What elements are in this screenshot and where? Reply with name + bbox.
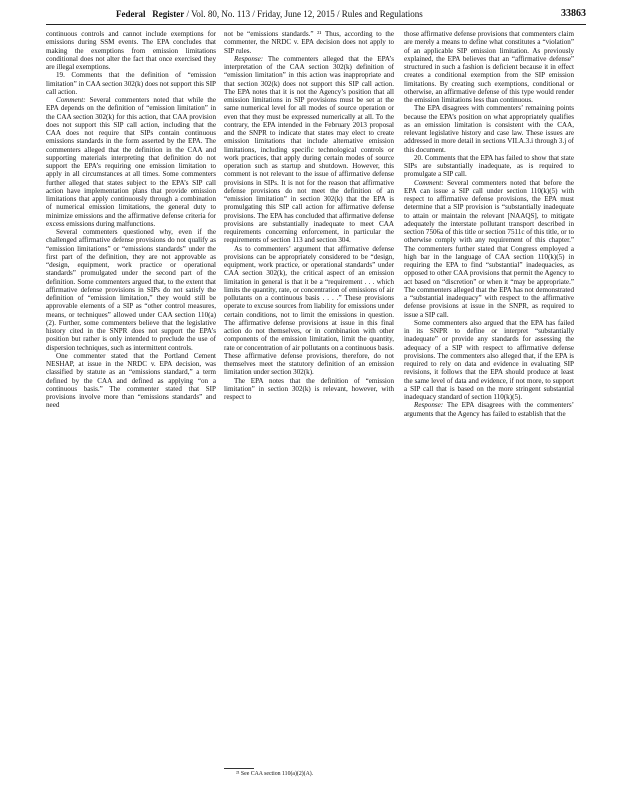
paragraph-text: continuous controls and cannot include exemptions for emissions during SSM events. The EPA concludes that making the exemptions from emission limitations conditional does not alter the fact that once exercised they are illegal exemptions. [46, 30, 216, 71]
paragraph-lead: Comment: [56, 96, 86, 104]
paragraph-lead: Response: [234, 54, 264, 63]
paragraph [404, 104, 574, 154]
paragraph-text: The commenters alleged that the EPA’s interpretation of the CAA section 302(k) definition of “emission limitation” in this action was inappropriate and that section 302(k) does not support this SIP call action. The EPA notes that it is not the Agency’s position that all emission limitations in SIP provisions must be set at the same numerical level for all modes of source operation or even that they must be expressed numerically at all. To the contrary, the EPA intended in the February 2013 proposal and the SNPR to indicate that states may elect to create emission limitations that include alternative emission limitations, including specific technological controls or work practices, that apply during certain modes of source operation such as startup and shutdown. However, this comment is not relevant to the issue of affirmative defense provisions in SIPs. It is not for the reason that affirmative defense provisions do not meet the definition of an “emission limitation” in section 302(k) that the EPA is promulgating this SIP call action for affirmative defense provisions. The EPA has concluded that affirmative defense provisions are substantially inadequate to meet CAA requirements concerning enforcement, in particular the requirements of section 113 and section 304. [224, 54, 394, 245]
paragraph-text: those affirmative defense provisions that commenters claim are merely a means to define what constitutes a “violation” of an applicable SIP emission limitation. As previously explained, the EPA believes that an “affirmative defense” structured in such a fashion is deficient because it in effect creates a conditional exemption from the SIP emission limitations. By creating such exemptions, conditional or otherwise, an affirmative defense of this type would render the emission limitations less than continuous. [404, 30, 574, 104]
page-header [46, 6, 586, 22]
paragraph-text: 19. Comments that the definition of “emission limitation” in CAA section 302(k) does not support this SIP call action. [46, 71, 216, 96]
paragraph-text: Some commenters also argued that the EPA has failed in its SNPR to define or interpret “substantially inadequate” or provide any standards for assessing the adequacy of a SIP with respect to affirmative defense provisions. The commenters also alleged that, if the EPA is required to rely on data and evidence in evaluating SIP revisions, it follows that the EPA should produce at least the same level of data and evidence, if not more, to support a SIP call that is based on the more stringent substantial inadequacy standard of section 110(k)(5). [404, 318, 574, 401]
paragraph [46, 71, 216, 96]
journal-name-2: Register [152, 9, 185, 19]
paragraph-text: 20. Comments that the EPA has failed to show that state SIPs are substantially inadequate, as is required to promulgate a SIP call. [404, 153, 574, 179]
header-rule [46, 24, 586, 25]
paragraph-text: The EPA disagrees with commenters’ remaining points because the EPA’s position on what appropriately qualifies as an emission limitation is consistent with the CAA, relevant legislative history and case law. These issues are addressed in more detail in sections VII.A.3.i through 3.j of this document. [404, 104, 574, 154]
paragraph [404, 154, 574, 179]
paragraph-lead: Comment: [414, 178, 444, 187]
paragraph-text: Several commenters noted that while the EPA depends on the definition of “emission limitation” in the CAA section 302(k) for this action, that CAA provision does not support this SIP call action, including that the CAA does not require that SIPs contain continuous emissions standards in the form asserted by the EPA. The commenters alleged that the definition in the CAA and supporting materials interpreting that definition do not support the EPA’s requiring one emission limitation to apply in all circumstances at all times. Some commenters further alleged that states subject to the EPA’s SIP call action have implementation plans that provide emission limitations that apply continuously through a combination of numerical emission limitations, the general duty to minimize emissions and the affirmative defense criteria for excess emissions during malfunctions. [46, 96, 216, 228]
paragraph [404, 319, 574, 402]
paragraph [404, 401, 574, 418]
paragraph-text: The EPA disagrees with the commenters’ arguments that the Agency has failed to establish that the [404, 401, 574, 418]
running-head [116, 9, 423, 19]
issue-info: / Vol. 80, No. 113 / Friday, June 12, 2015 / Rules and Regulations [186, 9, 423, 19]
paragraph-text: Several commenters questioned why, even if the challenged affirmative defense provisions do not qualify as “emission limitations” or “emissions standards” under the first part of the definition, they are not approvable as “design, equipment, work practice or operational standards” promulgated under the second part of the definition. Some commenters argued that, to the extent that affirmative defense provisions in SIPs do not satisfy the definition of “emission limitation,” they would still be approvable elements of a SIP as “other control measures, means, or techniques” allowed under CAA section 110(a)(2). Further, some commenters believe that the legislative history cited in the SNPR does not support the EPA’s position but rather is only intended to preclude the use of dispersion techniques, such as intermittent controls. [46, 228, 216, 352]
journal-name: Federal [116, 9, 146, 19]
paragraph [224, 30, 394, 55]
paragraph-text: One commenter stated that the Portland Cement NESHAP, at issue in the NRDC v. EPA decision, was classified by statute as an “emissions standard,” a term defined by the CAA and defined as applying “on a continuous basis.” The commenter stated that SIP provisions involve more than “emissions standards” and need [46, 351, 216, 410]
text-column-2 [224, 30, 394, 401]
footnote-rule [224, 768, 254, 769]
paragraph-text: As to commenters’ argument that affirmative defense provisions can be appropriately considered to be “design, equipment, work practice, or operational standards” under CAA section 302(k), the critical aspect of an emission limitation in general is that it be a “requirement . . . which limits the quantity, rate, or concentration of emissions of air pollutants on a continuous basis . . . .” These provisions operate to excuse sources from liability for emissions under certain conditions, not to limit the emissions in question. The affirmative defense provisions at issue in this final action do not themselves, or in combination with other components of the emission limitation, limit the quantity, rate or concentration of air pollutants on a continuous basis. These affirmative defense provisions, therefore, do not themselves meet the statutory definition of an emission limitation under section 302(k). [224, 244, 394, 377]
paragraph [224, 55, 394, 245]
text-column-3 [404, 30, 574, 418]
paragraph-lead: Response: [414, 401, 444, 410]
paragraph [404, 179, 574, 319]
paragraph-text: not be “emissions standards.” ²¹ Thus, according to the commenter, the NRDC v. EPA decision does not apply to SIP rules. [224, 30, 394, 55]
page-number: 33863 [561, 8, 586, 19]
paragraph-text: Several commenters noted that before the EPA can issue a SIP call under section 110(k)(5) with respect to affirmative defense provisions, the EPA must determine that a SIP provision is “substantially inadequate to attain or maintain the relevant [NAAQS], to mitigate adequately the interstate pollutant transport described in section 7506a of this title or section 7511c of this title, or to otherwise comply with any requirement of this chapter.” The commenters further stated that Congress employed a high bar in the language of CAA section 110(k)(5) in requiring the EPA to find “substantial” inadequacies, as opposed to other CAA provisions that permit the Agency to act based on “discretion” or when it “may be appropriate.” The commenters alleged that the EPA has not demonstrated a “substantial inadequacy” with respect to the affirmative defense provisions at issue in the SNPR, as required to issue a SIP call. [404, 178, 574, 319]
paragraph [404, 30, 574, 104]
paragraph [46, 352, 216, 410]
paragraph-text: The EPA notes that the definition of “emission limitation” in section 302(k) is relevant, however, with respect to [224, 376, 394, 401]
footnote: ²¹ See CAA section 110(a)(2)(A). [236, 771, 314, 777]
text-column-1 [46, 30, 216, 410]
paragraph [46, 228, 216, 352]
paragraph [46, 30, 216, 71]
paragraph [224, 377, 394, 402]
paragraph [224, 245, 394, 377]
paragraph [46, 96, 216, 228]
